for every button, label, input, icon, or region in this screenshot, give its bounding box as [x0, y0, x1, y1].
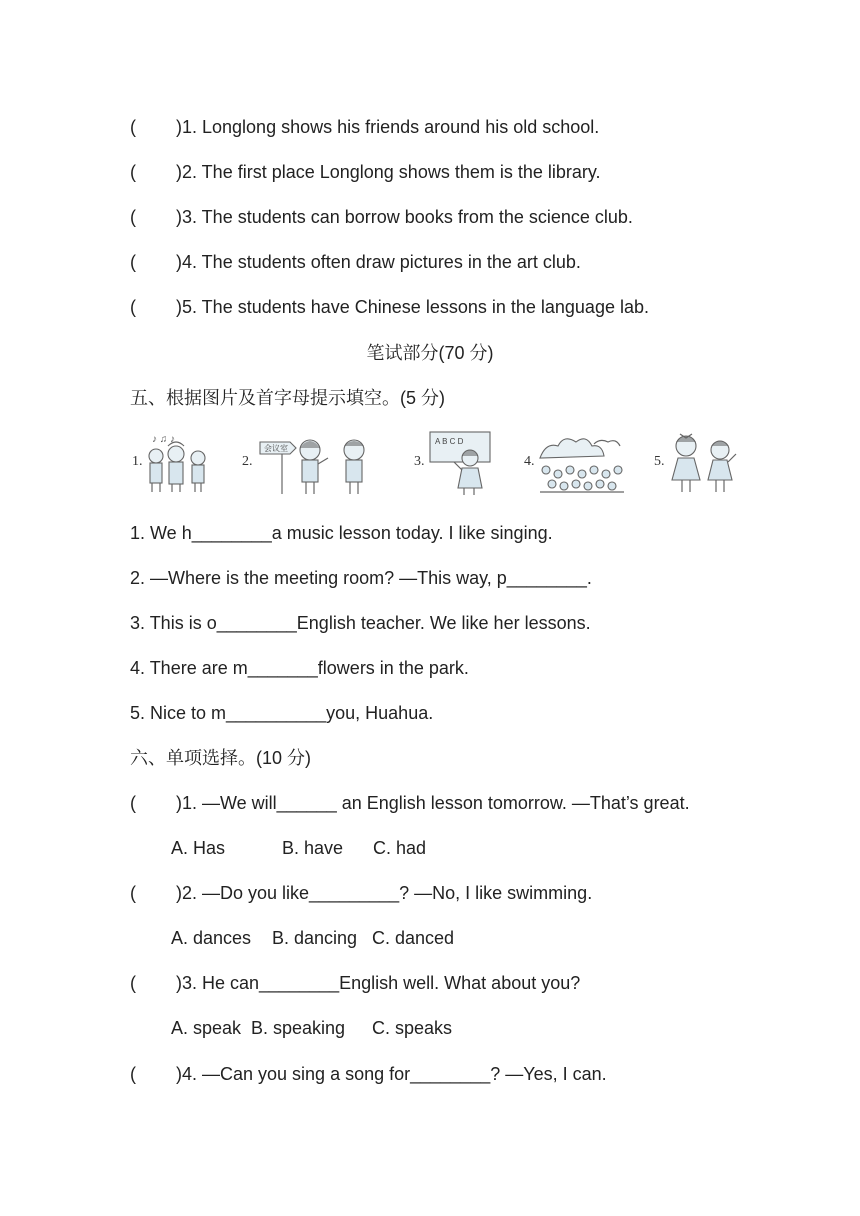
option-b[interactable]: B. have [282, 838, 344, 858]
answer-bracket[interactable]: ( [130, 162, 136, 182]
tf-item-2 [130, 161, 601, 183]
option-a[interactable]: A. dances [171, 928, 252, 948]
mc-question-text: )3. He can________English well. What about you? [176, 973, 581, 993]
picture-label: 4. [524, 454, 535, 469]
mc-question-2 [130, 882, 592, 904]
tf-item-4 [130, 251, 581, 273]
tf-item-3 [130, 206, 633, 228]
picture-label: 2. [242, 454, 253, 469]
fill-item-1: 1. We h________a music lesson today. I like singing. [130, 523, 553, 543]
mc-options-2 [171, 927, 454, 949]
park-flowers-illustration [524, 428, 629, 498]
fill-item-5: 5. Nice to m__________you, Huahua. [130, 703, 434, 723]
picture-3 [414, 428, 494, 498]
mc-options-1 [171, 837, 426, 859]
answer-bracket[interactable]: ( [130, 207, 136, 227]
answer-bracket[interactable]: ( [130, 793, 136, 813]
option-a[interactable]: A. Has [171, 838, 226, 858]
sign-text: 会议室 [264, 444, 288, 453]
option-c[interactable]: C. had [373, 838, 427, 858]
picture-label: 5. [654, 454, 665, 469]
section6-title: 六、单项选择。(10 分) [130, 748, 312, 768]
tf-item-text: )5. The students have Chinese lessons in the language lab. [176, 297, 649, 317]
picture-label: 3. [414, 454, 425, 469]
answer-bracket[interactable]: ( [130, 117, 136, 137]
mc-question-1 [130, 792, 690, 814]
fill-item-4: 4. There are m_______flowers in the park. [130, 658, 469, 678]
answer-bracket[interactable]: ( [130, 973, 136, 993]
answer-bracket[interactable]: ( [130, 1064, 136, 1084]
mc-options-3 [171, 1017, 452, 1039]
option-c[interactable]: C. speaks [372, 1018, 453, 1038]
answer-bracket[interactable]: ( [130, 252, 136, 272]
answer-bracket[interactable]: ( [130, 883, 136, 903]
picture-2 [242, 428, 382, 498]
mc-question-3 [130, 972, 580, 994]
picture-row [130, 428, 740, 498]
singing-kids-illustration [130, 428, 220, 498]
mc-question-4 [130, 1063, 607, 1085]
option-c[interactable]: C. danced [372, 928, 455, 948]
svg-text:♪ ♫ ♪: ♪ ♫ ♪ [152, 434, 176, 445]
option-b[interactable]: B. speaking [251, 1018, 346, 1038]
teacher-blackboard-illustration [414, 428, 494, 498]
tf-item-text: )3. The students can borrow books from the science club. [176, 207, 633, 227]
picture-4 [524, 428, 629, 498]
mc-question-text: )4. —Can you sing a song for________? —Yes, I can. [176, 1064, 607, 1084]
board-text: A B C D [435, 437, 464, 446]
mc-question-text: )1. —We will______ an English lesson tomorrow. —That’s great. [176, 793, 690, 813]
fill-item-3: 3. This is o________English teacher. We like her lessons. [130, 613, 591, 633]
meeting-room-sign-illustration [242, 428, 382, 498]
girls-greeting-illustration [654, 428, 740, 498]
answer-bracket[interactable]: ( [130, 297, 136, 317]
tf-item-text: )1. Longlong shows his friends around his old school. [176, 117, 600, 137]
fill-item-2: 2. —Where is the meeting room? —This way, p________. [130, 568, 592, 588]
option-a[interactable]: A. speak [171, 1018, 242, 1038]
picture-5 [654, 428, 740, 498]
tf-item-1 [130, 116, 599, 138]
option-b[interactable]: B. dancing [272, 928, 358, 948]
written-section-title: 笔试部分(70 分) [366, 343, 494, 363]
section5-title: 五、根据图片及首字母提示填空。(5 分) [130, 388, 445, 408]
tf-item-text: )2. The first place Longlong shows them is the library. [176, 162, 601, 182]
picture-1 [130, 428, 220, 498]
tf-item-text: )4. The students often draw pictures in the art club. [176, 252, 581, 272]
mc-question-text: )2. —Do you like_________? —No, I like swimming. [176, 883, 593, 903]
picture-label: 1. [132, 454, 143, 469]
tf-item-5 [130, 296, 649, 318]
